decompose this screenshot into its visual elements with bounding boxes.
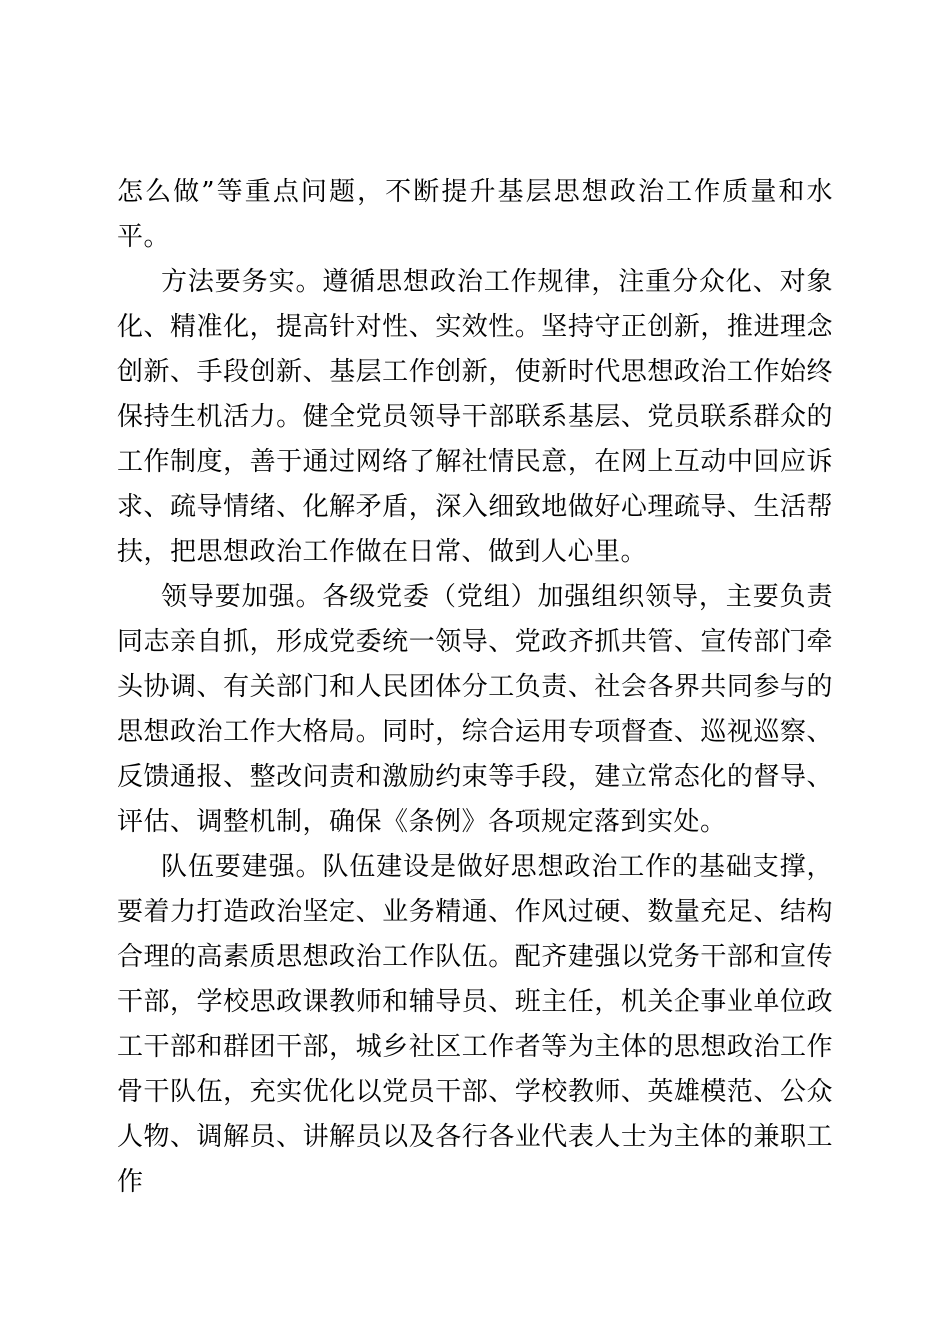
paragraph-continuation: 怎么做”等重点问题，不断提升基层思想政治工作质量和水平。 — [117, 177, 833, 252]
paragraph-leadership: 领导要加强。各级党委（党组）加强组织领导，主要负责同志亲自抓，形成党委统一领导、党政齐抓共管、宣传部门牵头协调、有关部门和人民团体分工负责、社会各界共同参与的思想政治工作大格局。同时，综合运用专项督查、巡视巡察、反馈通报、整改问责和激励约束等手段，建立常态化的督导、评估、调整机制，确保《条例》各项规定落到实处。 — [117, 582, 833, 837]
document-body — [117, 170, 833, 1205]
paragraph-team-building: 队伍要建强。队伍建设是做好思想政治工作的基础支撑，要着力打造政治坚定、业务精通、作风过硬、数量充足、结构合理的高素质思想政治工作队伍。配齐建强以党务干部和宣传干部，学校思政课教师和辅导员、班主任，机关企事业单位政工干部和群团干部，城乡社区工作者等为主体的思想政治工作骨干队伍，充实优化以党员干部、学校教师、英雄模范、公众人物、调解员、讲解员以及各行各业代表人士为主体的兼职工作 — [117, 852, 833, 1197]
paragraph-methods: 方法要务实。遵循思想政治工作规律，注重分众化、对象化、精准化，提高针对性、实效性。坚持守正创新，推进理念创新、手段创新、基层工作创新，使新时代思想政治工作始终保持生机活力。健全党员领导干部联系基层、党员联系群众的工作制度，善于通过网络了解社情民意，在网上互动中回应诉求、疏导情绪、化解矛盾，深入细致地做好心理疏导、生活帮扶，把思想政治工作做在日常、做到人心里。 — [117, 267, 833, 567]
